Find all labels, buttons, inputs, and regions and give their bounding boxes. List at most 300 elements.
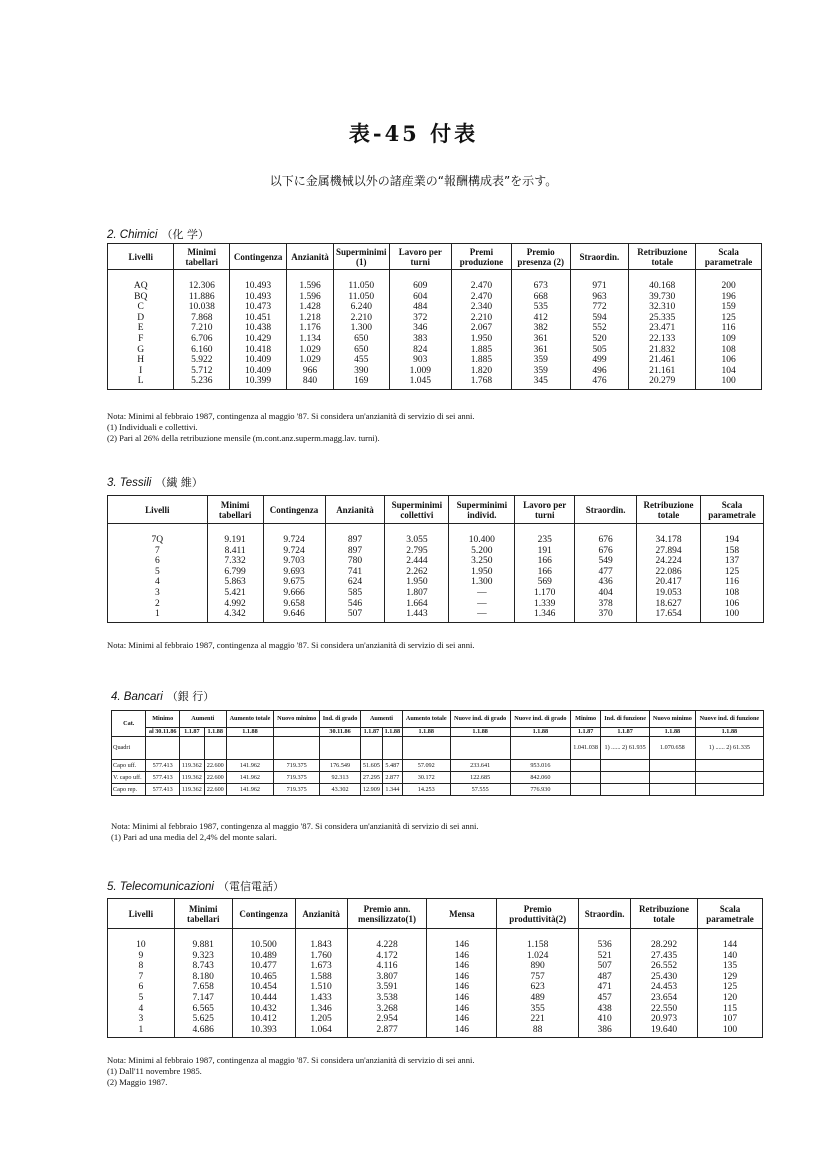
table-cell: 116 <box>701 577 764 588</box>
table-cell <box>570 760 600 772</box>
table-cell: 166 <box>515 556 575 567</box>
table-cell: — <box>449 599 515 610</box>
table-cell: 1.950 <box>385 577 449 588</box>
table-row <box>108 1025 763 1038</box>
table-cell: 57.555 <box>450 784 510 796</box>
table-cell: 2.954 <box>347 1014 427 1025</box>
table-cell: 9.675 <box>263 577 325 588</box>
table-cell: 1.070.658 <box>650 737 696 760</box>
table-cell: — <box>449 609 515 622</box>
table-cell: 22.600 <box>204 772 226 784</box>
section-title-jp: （電信電話） <box>217 880 284 893</box>
table-cell: 484 <box>389 302 452 313</box>
table-cell: 23.471 <box>629 323 696 334</box>
table-cell: 8.411 <box>207 546 263 557</box>
table-cell: 19.053 <box>637 588 701 599</box>
column-header: Nuovo minimo <box>274 711 320 728</box>
table-cell: 1.158 <box>497 929 579 951</box>
table-cell: 100 <box>698 1025 763 1038</box>
table-row <box>108 588 764 599</box>
table-cell: 840 <box>287 376 334 389</box>
table-cell: 28.292 <box>631 929 698 951</box>
table-cell: Quadri <box>112 737 146 760</box>
table-cell: 1.064 <box>295 1025 347 1038</box>
table-row <box>108 556 764 567</box>
column-header: Anzianità <box>287 244 334 270</box>
table-cell: 10.038 <box>174 302 230 313</box>
table-cell: 355 <box>497 1004 579 1015</box>
table-cell: 1 <box>108 1025 175 1038</box>
table-cell: 890 <box>497 961 579 972</box>
table-cell <box>650 784 696 796</box>
table-cell <box>179 737 204 760</box>
table-cell: 436 <box>575 577 637 588</box>
table-cell: 623 <box>497 982 579 993</box>
section-heading-chimici <box>107 226 209 242</box>
table-cell <box>361 737 383 760</box>
table-cell: 2.877 <box>382 772 402 784</box>
column-header: Minimo <box>146 711 179 728</box>
table-cell: 25.335 <box>629 313 696 324</box>
table-row <box>108 609 764 622</box>
table-cell: 897 <box>325 524 385 546</box>
table-cell: 609 <box>389 270 452 292</box>
table-cell: 10.444 <box>232 993 295 1004</box>
table-cell: 382 <box>511 323 570 334</box>
table-cell: 120 <box>698 993 763 1004</box>
table-cell: 535 <box>511 302 570 313</box>
note-line: Nota: Minimi al febbraio 1987, contingenza al maggio '87. Si considera un'anzianità di servizio di sei anni. <box>107 1055 475 1065</box>
table-cell: 5.421 <box>207 588 263 599</box>
table-cell: 953.016 <box>510 760 570 772</box>
table-cell: 2.210 <box>452 313 512 324</box>
table-cell: 115 <box>698 1004 763 1015</box>
notes-tessili <box>107 640 475 651</box>
column-subheader: 1.1.87 <box>570 728 600 737</box>
table-cell: 776.930 <box>510 784 570 796</box>
table-cell: 7 <box>108 972 175 983</box>
table-cell: 4.686 <box>174 1025 232 1038</box>
table-cell: 27.435 <box>631 951 698 962</box>
table-cell: 370 <box>575 609 637 622</box>
table-cell: 3.807 <box>347 972 427 983</box>
table-cell: 51.605 <box>361 760 383 772</box>
column-subheader: 1.1.88 <box>450 728 510 737</box>
table-cell: 1.041.038 <box>570 737 600 760</box>
table-cell: 146 <box>427 1014 497 1025</box>
table-cell: 100 <box>701 609 764 622</box>
table-cell: 496 <box>570 366 629 377</box>
table-cell: E <box>108 323 174 334</box>
table-cell: 4.228 <box>347 929 427 951</box>
table-cell: 25.430 <box>631 972 698 983</box>
column-header: Anzianità <box>295 899 347 929</box>
table-cell: 897 <box>325 546 385 557</box>
table-cell: 10.409 <box>230 355 287 366</box>
table-cell: 10.412 <box>232 1014 295 1025</box>
table-cell: 11.050 <box>334 270 390 292</box>
table-cell <box>601 784 650 796</box>
column-subheader: 1.1.88 <box>695 728 763 737</box>
table-cell: 4.116 <box>347 961 427 972</box>
table-cell: 2.210 <box>334 313 390 324</box>
table-cell: 1.885 <box>452 345 512 356</box>
column-subheader: 1.1.88 <box>650 728 696 737</box>
column-header: Premio ann. mensilizzato(1) <box>347 899 427 929</box>
table-cell <box>402 737 450 760</box>
column-header: Aumenti <box>179 711 226 728</box>
table-cell: 141.962 <box>226 760 274 772</box>
table-cell: 1.510 <box>295 982 347 993</box>
table-cell: 903 <box>389 355 452 366</box>
table-cell: 21.161 <box>629 366 696 377</box>
table-cell: 22.550 <box>631 1004 698 1015</box>
table-cell: 2.877 <box>347 1025 427 1038</box>
table-cell <box>601 772 650 784</box>
table-cell: 966 <box>287 366 334 377</box>
column-header: Premi produzione <box>452 244 512 270</box>
table-cell: 22.600 <box>204 760 226 772</box>
table-cell: 507 <box>579 961 631 972</box>
table-cell: 194 <box>701 524 764 546</box>
table-cell: 137 <box>701 556 764 567</box>
note-line: Nota: Minimi al febbraio 1987, contingenza al maggio '87. Si considera un'anzianità di servizio di sei anni. <box>107 640 475 650</box>
table-cell: 1.673 <box>295 961 347 972</box>
table-cell: C <box>108 302 174 313</box>
table-cell: 191 <box>515 546 575 557</box>
notes-bancari <box>111 821 479 843</box>
table-cell: 7.658 <box>174 982 232 993</box>
table-cell: 8.743 <box>174 961 232 972</box>
table-cell: 1.443 <box>385 609 449 622</box>
section-heading-telecom <box>107 878 284 894</box>
table-cell: 604 <box>389 292 452 303</box>
table-cell: 5.712 <box>174 366 230 377</box>
table-cell: 386 <box>579 1025 631 1038</box>
table-cell: 40.168 <box>629 270 696 292</box>
table-cell <box>320 737 361 760</box>
table-cell: 119.362 <box>179 784 204 796</box>
table-cell: 166 <box>515 567 575 578</box>
table-cell: 11.886 <box>174 292 230 303</box>
table-cell: 14.253 <box>402 784 450 796</box>
note-line: (1) Pari ad una media del 2,4% del monte salari. <box>111 832 277 842</box>
table-cell: 1.029 <box>287 355 334 366</box>
table-cell: 5 <box>108 567 208 578</box>
table-cell: 650 <box>334 334 390 345</box>
table-cell: 390 <box>334 366 390 377</box>
table-cell: — <box>449 588 515 599</box>
table-cell: 676 <box>575 524 637 546</box>
section-title-jp: （化 学） <box>161 228 209 241</box>
table-cell: 741 <box>325 567 385 578</box>
table-row <box>108 1014 763 1025</box>
table-cell: 594 <box>570 313 629 324</box>
table-cell: 22.086 <box>637 567 701 578</box>
note-line: Nota: Minimi al febbraio 1987, contingenza al maggio '87. Si considera un'anzianità di servizio di sei anni. <box>111 821 479 831</box>
column-header: Livelli <box>108 496 208 524</box>
table-cell: 108 <box>701 588 764 599</box>
table-cell: 1) ...... 2) 61.335 <box>695 737 763 760</box>
table-cell: 4.992 <box>207 599 263 610</box>
table-row <box>108 972 763 983</box>
table-cell: 9.724 <box>263 524 325 546</box>
table-cell <box>570 772 600 784</box>
table-cell: 359 <box>511 355 570 366</box>
table-cell: 146 <box>427 951 497 962</box>
table-cell: 106 <box>701 599 764 610</box>
table-cell: 23.654 <box>631 993 698 1004</box>
note-line: (2) Maggio 1987. <box>107 1077 168 1087</box>
table-cell: 676 <box>575 546 637 557</box>
table-cell: 10.393 <box>232 1025 295 1038</box>
table-cell: 17.654 <box>637 609 701 622</box>
table-cell: 4 <box>108 1004 175 1015</box>
table-cell: 141.962 <box>226 784 274 796</box>
table-chimici <box>107 243 762 390</box>
table-cell: 7.868 <box>174 313 230 324</box>
column-header: Premio presenza (2) <box>511 244 570 270</box>
table-cell: 1.820 <box>452 366 512 377</box>
table-cell: 1.300 <box>334 323 390 334</box>
table-cell: 10.400 <box>449 524 515 546</box>
table-cell: 125 <box>701 567 764 578</box>
column-subheader <box>274 728 320 737</box>
table-cell: 476 <box>570 376 629 389</box>
table-cell: 3.268 <box>347 1004 427 1015</box>
column-header: Superminimi (1) <box>334 244 390 270</box>
column-header: Superminimi individ. <box>449 496 515 524</box>
table-cell: 2.262 <box>385 567 449 578</box>
table-cell: 1.596 <box>287 270 334 292</box>
table-cell: 577.413 <box>146 772 179 784</box>
table-cell: 1.009 <box>389 366 452 377</box>
column-header: Nuove ind. di grado <box>510 711 570 728</box>
table-cell: 10.418 <box>230 345 287 356</box>
column-header: Mensa <box>427 899 497 929</box>
table-cell: 410 <box>579 1014 631 1025</box>
column-header: Straordin. <box>575 496 637 524</box>
table-cell: 169 <box>334 376 390 389</box>
table-cell: 1.885 <box>452 355 512 366</box>
table-cell: 10.451 <box>230 313 287 324</box>
table-cell: 1.588 <box>295 972 347 983</box>
table-cell <box>695 772 763 784</box>
table-cell: 520 <box>570 334 629 345</box>
table-cell: 505 <box>570 345 629 356</box>
section-title: 2. Chimici <box>107 229 158 241</box>
note-line: (1) Individuali e collettivi. <box>107 422 198 432</box>
column-header: Scala parametrale <box>701 496 764 524</box>
table-cell: 412 <box>511 313 570 324</box>
table-cell: 499 <box>570 355 629 366</box>
table-cell: 521 <box>579 951 631 962</box>
table-cell: 487 <box>579 972 631 983</box>
table-cell: 19.640 <box>631 1025 698 1038</box>
column-subheader: 1.1.87 <box>361 728 383 737</box>
table-cell: 477 <box>575 567 637 578</box>
table-cell: 1.344 <box>382 784 402 796</box>
table-cell: 5.625 <box>174 1014 232 1025</box>
table-cell: 4.342 <box>207 609 263 622</box>
table-cell: 30.172 <box>402 772 450 784</box>
table-row <box>108 376 762 389</box>
table-cell: 404 <box>575 588 637 599</box>
table-cell: 24.453 <box>631 982 698 993</box>
table-cell: 6 <box>108 556 208 567</box>
table-cell: 10.399 <box>230 376 287 389</box>
table-row <box>108 599 764 610</box>
column-header: Ind. di grado <box>320 711 361 728</box>
table-cell: 5.236 <box>174 376 230 389</box>
table-cell: 359 <box>511 366 570 377</box>
table-cell: 10.473 <box>230 302 287 313</box>
column-header: Retribuzione totale <box>637 496 701 524</box>
table-cell: 1.807 <box>385 588 449 599</box>
table-cell <box>650 772 696 784</box>
table-cell: 1.300 <box>449 577 515 588</box>
table-cell <box>382 737 402 760</box>
table-cell <box>601 760 650 772</box>
table-cell: 129 <box>698 972 763 983</box>
table-cell <box>450 737 510 760</box>
table-cell: 1.346 <box>295 1004 347 1015</box>
table-cell: 11.050 <box>334 292 390 303</box>
table-cell: 3.538 <box>347 993 427 1004</box>
table-cell: 27.894 <box>637 546 701 557</box>
table-cell: 438 <box>579 1004 631 1015</box>
table-cell: 10.438 <box>230 323 287 334</box>
table-row <box>108 961 763 972</box>
table-cell: 8 <box>108 961 175 972</box>
table-row <box>108 355 762 366</box>
table-cell: 1.045 <box>389 376 452 389</box>
table-cell: 1.134 <box>287 334 334 345</box>
table-cell: 6.565 <box>174 1004 232 1015</box>
table-cell: 1.760 <box>295 951 347 962</box>
section-title-jp: （銀 行） <box>166 690 215 703</box>
table-cell: 507 <box>325 609 385 622</box>
table-cell: D <box>108 313 174 324</box>
table-cell: 1.339 <box>515 599 575 610</box>
table-cell: 471 <box>579 982 631 993</box>
notes-telecom <box>107 1055 475 1088</box>
table-cell: 32.310 <box>629 302 696 313</box>
table-cell: 549 <box>575 556 637 567</box>
table-cell: 10.489 <box>232 951 295 962</box>
table-cell: H <box>108 355 174 366</box>
column-header: Nuovo minimo <box>650 711 696 728</box>
column-header: Ind. di funzione <box>601 711 650 728</box>
table-cell: 10.493 <box>230 292 287 303</box>
table-cell: 1.596 <box>287 292 334 303</box>
table-cell: 125 <box>696 313 762 324</box>
table-cell: 2.470 <box>452 270 512 292</box>
table-cell: 1.843 <box>295 929 347 951</box>
table-cell: 5 <box>108 993 175 1004</box>
table-cell: 9.703 <box>263 556 325 567</box>
table-cell: 9.191 <box>207 524 263 546</box>
column-header: Aumento totale <box>226 711 274 728</box>
column-subheader: 30.11.86 <box>320 728 361 737</box>
table-cell: 176.549 <box>320 760 361 772</box>
column-header: Scala parametrale <box>696 244 762 270</box>
table-cell: 3 <box>108 588 208 599</box>
table-cell: 2.067 <box>452 323 512 334</box>
table-row <box>112 772 764 784</box>
table-cell: 22.600 <box>204 784 226 796</box>
column-header: Scala parametrale <box>698 899 763 929</box>
table-cell: 455 <box>334 355 390 366</box>
column-subheader: 1.1.87 <box>179 728 204 737</box>
column-subheader: al 30.11.86 <box>146 728 179 737</box>
table-cell: 146 <box>427 1025 497 1038</box>
table-cell: 6.799 <box>207 567 263 578</box>
table-row <box>108 567 764 578</box>
table-cell: 9.666 <box>263 588 325 599</box>
table-cell: 21.461 <box>629 355 696 366</box>
table-cell: 673 <box>511 270 570 292</box>
table-cell: 650 <box>334 345 390 356</box>
table-cell: 10.409 <box>230 366 287 377</box>
table-cell: V. capo uff. <box>112 772 146 784</box>
table-cell: 18.627 <box>637 599 701 610</box>
table-cell: 378 <box>575 599 637 610</box>
table-cell: 106 <box>696 355 762 366</box>
column-header: Straordin. <box>579 899 631 929</box>
column-subheader: 1.1.88 <box>402 728 450 737</box>
table-cell: 2.340 <box>452 302 512 313</box>
column-header: Minimi tabellari <box>207 496 263 524</box>
table-cell: 146 <box>427 993 497 1004</box>
table-cell: 372 <box>389 313 452 324</box>
table-cell: 7Q <box>108 524 208 546</box>
table-cell: 135 <box>698 961 763 972</box>
table-cell: 7.210 <box>174 323 230 334</box>
table-row <box>112 760 764 772</box>
table-cell: 668 <box>511 292 570 303</box>
table-cell: 624 <box>325 577 385 588</box>
table-cell: 361 <box>511 334 570 345</box>
table-cell: 824 <box>389 345 452 356</box>
table-cell: 10.432 <box>232 1004 295 1015</box>
table-cell: 146 <box>427 982 497 993</box>
table-cell: 10.454 <box>232 982 295 993</box>
table-cell <box>510 737 570 760</box>
table-cell: 146 <box>427 972 497 983</box>
table-cell: 125 <box>698 982 763 993</box>
table-row <box>108 1004 763 1015</box>
column-header: Minimi tabellari <box>174 899 232 929</box>
table-cell: 10.465 <box>232 972 295 983</box>
table-cell: 34.178 <box>637 524 701 546</box>
table-cell: 2.444 <box>385 556 449 567</box>
table-cell: BQ <box>108 292 174 303</box>
table-cell: 24.224 <box>637 556 701 567</box>
table-cell: 221 <box>497 1014 579 1025</box>
table-cell: 43.302 <box>320 784 361 796</box>
table-cell: 1.205 <box>295 1014 347 1025</box>
table-cell: 536 <box>579 929 631 951</box>
column-header: Contingenza <box>263 496 325 524</box>
table-cell: 2 <box>108 599 208 610</box>
table-cell: 546 <box>325 599 385 610</box>
table-row <box>108 951 763 962</box>
column-header: Straordin. <box>570 244 629 270</box>
table-cell: 5.922 <box>174 355 230 366</box>
column-subheader: 1.1.87 <box>601 728 650 737</box>
table-row <box>108 577 764 588</box>
